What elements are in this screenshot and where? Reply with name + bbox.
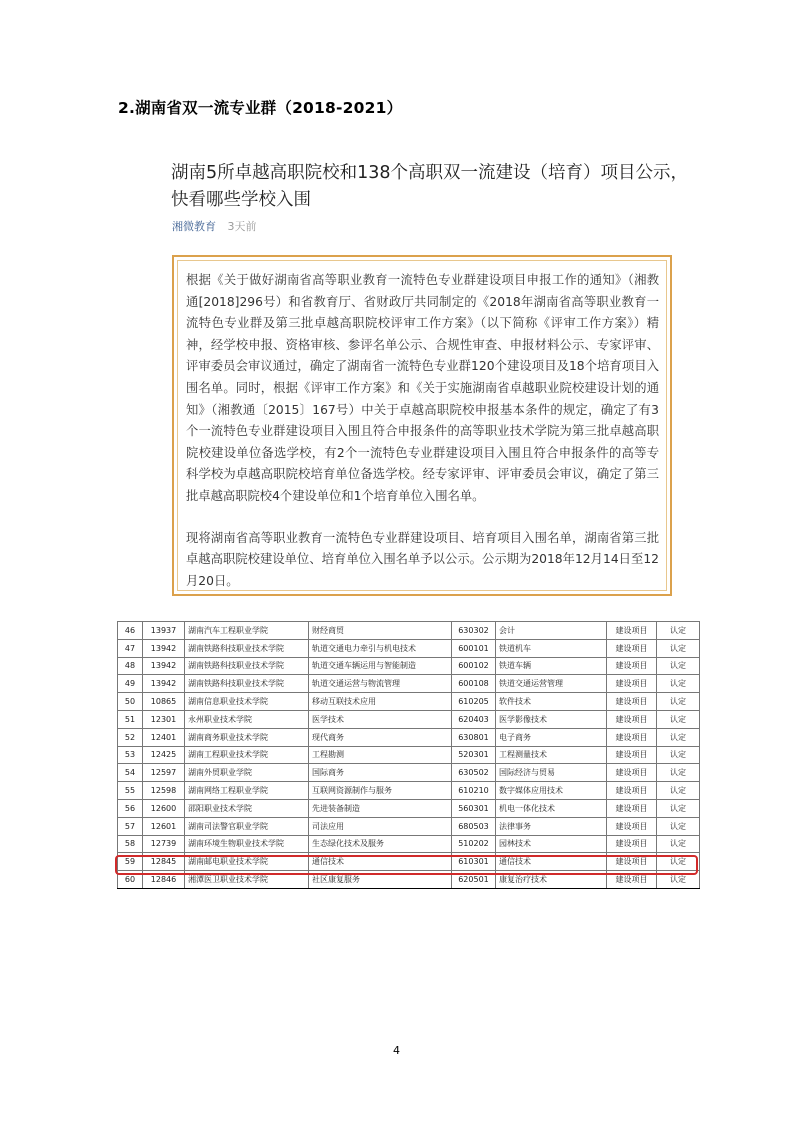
group-cell: 通信技术	[309, 853, 452, 871]
group-cell: 工程勘测	[309, 746, 452, 764]
table-row	[118, 710, 700, 728]
status-cell: 认定	[657, 746, 700, 764]
article-source: 湘微教育	[172, 220, 216, 233]
school-cell: 湖南邮电职业技术学院	[185, 853, 309, 871]
group-cell: 轨道交通电力牵引与机电技术	[309, 639, 452, 657]
school-cell: 湖南汽车工程职业学院	[185, 622, 309, 640]
code-cell: 12739	[143, 835, 185, 853]
seq-cell: 60	[118, 871, 143, 889]
major-code-cell: 560301	[452, 799, 496, 817]
seq-cell: 48	[118, 657, 143, 675]
notice-content	[177, 260, 667, 591]
major-cell: 电子商务	[496, 728, 607, 746]
group-cell: 生态绿化技术及服务	[309, 835, 452, 853]
school-cell: 湖南司法警官职业学院	[185, 817, 309, 835]
type-cell: 建设项目	[607, 746, 657, 764]
group-cell: 司法应用	[309, 817, 452, 835]
school-cell: 永州职业技术学院	[185, 710, 309, 728]
article-time: 3天前	[227, 220, 257, 233]
group-cell: 先进装备制造	[309, 799, 452, 817]
school-cell: 湖南信息职业技术学院	[185, 693, 309, 711]
code-cell: 12301	[143, 710, 185, 728]
major-cell: 医学影像技术	[496, 710, 607, 728]
major-code-cell: 610205	[452, 693, 496, 711]
table-row	[118, 782, 700, 800]
status-cell: 认定	[657, 675, 700, 693]
article-meta	[172, 218, 257, 234]
type-cell: 建设项目	[607, 710, 657, 728]
major-code-cell: 630801	[452, 728, 496, 746]
type-cell: 建设项目	[607, 817, 657, 835]
seq-cell: 52	[118, 728, 143, 746]
status-cell: 认定	[657, 782, 700, 800]
major-cell: 铁道交通运营管理	[496, 675, 607, 693]
table-row	[118, 693, 700, 711]
seq-cell: 51	[118, 710, 143, 728]
project-table-wrapper	[117, 621, 699, 889]
seq-cell: 56	[118, 799, 143, 817]
major-cell: 园林技术	[496, 835, 607, 853]
code-cell: 12401	[143, 728, 185, 746]
notice-paragraph: 现将湖南省高等职业教育一流特色专业群建设项目、培育项目入围名单，湖南省第三批卓越高职院校建设单位、培育单位入围名单予以公示。公示期为2018年12月14日至12月20日。	[186, 530, 659, 588]
type-cell: 建设项目	[607, 657, 657, 675]
status-cell: 认定	[657, 817, 700, 835]
major-code-cell: 630302	[452, 622, 496, 640]
major-code-cell: 620403	[452, 710, 496, 728]
notice-paragraph: 根据《关于做好湖南省高等职业教育一流特色专业群建设项目申报工作的通知》（湘教通[2018]296号）和省教育厅、省财政厅共同制定的《2018年湖南省高等职业教育一流特色专业群及第三批卓越高职院校评审工作方案》（以下简称《评审工作方案》）精神，经学校申报、资格审核、参评名单公示、合规性审查、申报材料公示、专家评审、评审委员会审议通过，确定了湖南省一流特色专业群120个建设项目及18个培育项目入围名单。同时，根据《评审工作方案》和《关于实施湖南省卓越职业院校建设计划的通知》（湘教通〔2015〕167号）中关于卓越高职院校申报基本条件的规定，确定了有3个一流特色专业群建设项目入围且符合申报条件的高等职业技术学院为第三批卓越高职院校建设单位备选学校，有2个一流特色专业群建设项目入围且符合申报条件的高等专科学校为卓越高职院校培育单位备选学校。经专家评审、评审委员会审议，确定了第三批卓越高职院校4个建设单位和1个培育单位入围名单。	[186, 273, 659, 503]
type-cell: 建设项目	[607, 799, 657, 817]
seq-cell: 54	[118, 764, 143, 782]
major-code-cell: 600102	[452, 657, 496, 675]
seq-cell: 59	[118, 853, 143, 871]
major-cell: 铁道车辆	[496, 657, 607, 675]
major-code-cell: 600101	[452, 639, 496, 657]
type-cell: 建设项目	[607, 853, 657, 871]
major-cell: 铁道机车	[496, 639, 607, 657]
table-row	[118, 639, 700, 657]
type-cell: 建设项目	[607, 764, 657, 782]
code-cell: 12597	[143, 764, 185, 782]
major-code-cell: 630502	[452, 764, 496, 782]
project-table	[117, 621, 700, 889]
status-cell: 认定	[657, 728, 700, 746]
seq-cell: 53	[118, 746, 143, 764]
type-cell: 建设项目	[607, 782, 657, 800]
code-cell: 12600	[143, 799, 185, 817]
major-cell: 法律事务	[496, 817, 607, 835]
table-row	[118, 746, 700, 764]
major-code-cell: 520301	[452, 746, 496, 764]
table-row	[118, 835, 700, 853]
status-cell: 认定	[657, 764, 700, 782]
status-cell: 认定	[657, 835, 700, 853]
seq-cell: 49	[118, 675, 143, 693]
group-cell: 轨道交通车辆运用与智能制造	[309, 657, 452, 675]
seq-cell: 47	[118, 639, 143, 657]
group-cell: 移动互联技术应用	[309, 693, 452, 711]
table-row	[118, 764, 700, 782]
school-cell: 湖南铁路科技职业技术学院	[185, 639, 309, 657]
page-number: 4	[393, 1044, 400, 1057]
major-cell: 软件技术	[496, 693, 607, 711]
group-cell: 轨道交通运营与物流管理	[309, 675, 452, 693]
type-cell: 建设项目	[607, 693, 657, 711]
status-cell: 认定	[657, 799, 700, 817]
major-code-cell: 680503	[452, 817, 496, 835]
table-row	[118, 799, 700, 817]
table-row	[118, 853, 700, 871]
group-cell: 财经商贸	[309, 622, 452, 640]
group-cell: 社区康复服务	[309, 871, 452, 889]
code-cell: 12601	[143, 817, 185, 835]
major-code-cell: 510202	[452, 835, 496, 853]
seq-cell: 58	[118, 835, 143, 853]
school-cell: 湖南商务职业技术学院	[185, 728, 309, 746]
school-cell: 湖南铁路科技职业技术学院	[185, 675, 309, 693]
table-row	[118, 728, 700, 746]
table-row	[118, 622, 700, 640]
status-cell: 认定	[657, 710, 700, 728]
school-cell: 湖南铁路科技职业技术学院	[185, 657, 309, 675]
seq-cell: 46	[118, 622, 143, 640]
status-cell: 认定	[657, 693, 700, 711]
article-title: 湖南5所卓越高职院校和138个高职双一流建设（培育）项目公示，快看哪些学校入围	[171, 163, 689, 210]
type-cell: 建设项目	[607, 675, 657, 693]
notice-box	[172, 255, 672, 596]
school-cell: 邵阳职业技术学院	[185, 799, 309, 817]
group-cell: 互联网资源制作与服务	[309, 782, 452, 800]
type-cell: 建设项目	[607, 728, 657, 746]
group-cell: 国际商务	[309, 764, 452, 782]
status-cell: 认定	[657, 639, 700, 657]
major-code-cell: 620501	[452, 871, 496, 889]
major-cell: 工程测量技术	[496, 746, 607, 764]
code-cell: 10865	[143, 693, 185, 711]
major-cell: 通信技术	[496, 853, 607, 871]
type-cell: 建设项目	[607, 871, 657, 889]
code-cell: 13937	[143, 622, 185, 640]
code-cell: 13942	[143, 639, 185, 657]
table-row	[118, 871, 700, 889]
school-cell: 湘潭医卫职业技术学院	[185, 871, 309, 889]
code-cell: 12845	[143, 853, 185, 871]
status-cell: 认定	[657, 871, 700, 889]
code-cell: 13942	[143, 657, 185, 675]
type-cell: 建设项目	[607, 622, 657, 640]
section-heading: 2.湖南省双一流专业群（2018-2021）	[118, 99, 403, 117]
major-code-cell: 600108	[452, 675, 496, 693]
status-cell: 认定	[657, 622, 700, 640]
type-cell: 建设项目	[607, 639, 657, 657]
major-cell: 会计	[496, 622, 607, 640]
school-cell: 湖南工程职业技术学院	[185, 746, 309, 764]
school-cell: 湖南网络工程职业学院	[185, 782, 309, 800]
school-cell: 湖南环境生物职业技术学院	[185, 835, 309, 853]
code-cell: 12425	[143, 746, 185, 764]
code-cell: 12846	[143, 871, 185, 889]
major-cell: 机电一体化技术	[496, 799, 607, 817]
major-cell: 国际经济与贸易	[496, 764, 607, 782]
major-code-cell: 610301	[452, 853, 496, 871]
seq-cell: 50	[118, 693, 143, 711]
table-row	[118, 817, 700, 835]
status-cell: 认定	[657, 657, 700, 675]
major-cell: 康复治疗技术	[496, 871, 607, 889]
seq-cell: 57	[118, 817, 143, 835]
school-cell: 湖南外贸职业学院	[185, 764, 309, 782]
table-row	[118, 675, 700, 693]
code-cell: 13942	[143, 675, 185, 693]
type-cell: 建设项目	[607, 835, 657, 853]
group-cell: 医学技术	[309, 710, 452, 728]
seq-cell: 55	[118, 782, 143, 800]
status-cell: 认定	[657, 853, 700, 871]
code-cell: 12598	[143, 782, 185, 800]
major-cell: 数字媒体应用技术	[496, 782, 607, 800]
table-row	[118, 657, 700, 675]
major-code-cell: 610210	[452, 782, 496, 800]
group-cell: 现代商务	[309, 728, 452, 746]
